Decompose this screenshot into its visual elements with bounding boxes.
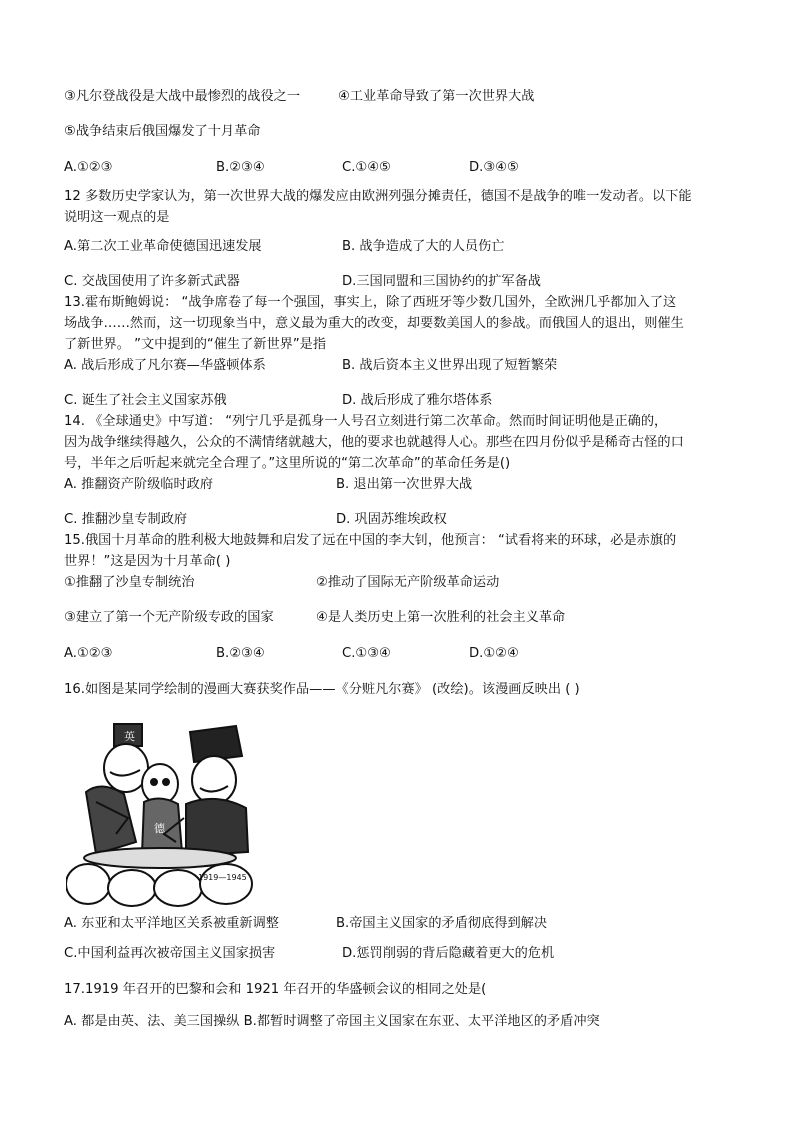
q11-statement-4: ④工业革命导致了第一次世界大战 (338, 89, 535, 104)
cartoon-middle-figure (142, 764, 182, 854)
q13-stem-line-3: 了新世界。 ”文中提到的“催生了新世界”是指 (64, 337, 327, 352)
q15-statement-2: ②推动了国际无产阶级革命运动 (316, 575, 500, 590)
q13-option-b[interactable]: B. 战后资本主义世界出现了短暂繁荣 (342, 358, 558, 373)
q13-stem-line-1: 13.霍布斯鲍姆说： “战争席卷了每一个强国，事实上，除了西班牙等少数几国外，全欧洲几乎都加入了这 (64, 295, 677, 310)
q12-option-c[interactable]: C. 交战国使用了许多新式武器 (64, 274, 240, 289)
q13-option-d[interactable]: D. 战后形成了雅尔塔体系 (342, 393, 493, 408)
q11-option-a[interactable]: A.①②③ (64, 160, 113, 175)
q13-option-a[interactable]: A. 战后形成了凡尔赛—华盛顿体系 (64, 358, 266, 373)
q11-statement-5: ⑤战争结束后俄国爆发了十月革命 (64, 124, 261, 139)
q15-stem-line-1: 15.俄国十月革命的胜利极大地鼓舞和启发了远在中国的李大钊，他预言： “试看将来的环球，必是赤旗的 (64, 533, 677, 548)
q17-options-a-b[interactable]: A. 都是由英、法、美三国操纵 B.都暂时调整了帝国主义国家在东亚、太平洋地区的矛盾冲突 (64, 1014, 600, 1029)
q16-option-a[interactable]: A. 东亚和太平洋地区关系被重新调整 (64, 916, 279, 931)
q12-option-d[interactable]: D.三国同盟和三国协约的扩军备战 (342, 274, 541, 289)
q15-statement-1: ①推翻了沙皇专制统治 (64, 575, 195, 590)
cartoon-date-label: 1919—1945 (198, 873, 247, 882)
q14-stem-line-2: 因为战争继续得越久，公众的不满情绪就越大，他的要求也就越得人心。那些在四月份似乎是稀奇古怪的口 (64, 435, 684, 450)
q11-option-d[interactable]: D.③④⑤ (469, 160, 519, 175)
q16-option-c[interactable]: C.中国利益再次被帝国主义国家损害 (64, 946, 276, 961)
q12-stem-line-2: 说明这一观点的是 (64, 210, 170, 225)
q11-option-b[interactable]: B.②③④ (216, 160, 265, 175)
q15-option-a[interactable]: A.①②③ (64, 646, 113, 661)
q12-option-b[interactable]: B. 战争造成了大的人员伤亡 (342, 239, 505, 254)
q15-option-c[interactable]: C.①③④ (342, 646, 391, 661)
q15-statement-3: ③建立了第一个无产阶级专政的国家 (64, 610, 274, 625)
versailles-cartoon-image (66, 722, 254, 908)
q14-option-b[interactable]: B. 退出第一次世界大战 (336, 477, 473, 492)
q13-option-c[interactable]: C. 诞生了社会主义国家苏俄 (64, 393, 227, 408)
q14-option-a[interactable]: A. 推翻资产阶级临时政府 (64, 477, 214, 492)
q13-stem-line-2: 场战争……然而，这一切现象当中，意义最为重大的改变，却要数美国人的参战。而俄国人的退出，则催生 (64, 316, 684, 331)
q14-option-c[interactable]: C. 推翻沙皇专制政府 (64, 512, 188, 527)
cartoon-label-1: 英 (124, 730, 135, 743)
q15-option-b[interactable]: B.②③④ (216, 646, 265, 661)
q14-stem-line-1: 14. 《全球通史》中写道： “列宁几乎是孤身一人号召立刻进行第二次革命。然而时间证明他是正确的， (64, 414, 668, 429)
q16-option-b[interactable]: B.帝国主义国家的矛盾彻底得到解决 (336, 916, 548, 931)
q15-option-d[interactable]: D.①②④ (469, 646, 519, 661)
q16-stem: 16.如图是某同学绘制的漫画大赛获奖作品——《分赃凡尔赛》 (改绘)。该漫画反映出 ( ) (64, 682, 580, 697)
q14-stem-line-3: 号，半年之后听起来就完全合理了。”这里所说的“第二次革命”的革命任务是() (64, 456, 511, 471)
q16-option-d[interactable]: D.惩罚削弱的背后隐藏着更大的危机 (342, 946, 555, 961)
q17-stem: 17.1919 年召开的巴黎和会和 1921 年召开的华盛顿会议的相同之处是( (64, 982, 487, 997)
q12-option-a[interactable]: A.第二次工业革命使德国迅速发展 (64, 239, 262, 254)
q15-statement-4: ④是人类历史上第一次胜利的社会主义革命 (316, 610, 566, 625)
cartoon-label-2: 德 (154, 822, 165, 835)
q11-statement-3: ③凡尔登战役是大战中最惨烈的战役之一 (64, 89, 301, 104)
q14-option-d[interactable]: D. 巩固苏维埃政权 (336, 512, 447, 527)
q12-stem-line-1: 12 多数历史学家认为，第一次世界大战的爆发应由欧洲列强分摊责任，德国不是战争的唯一发动者。以下能 (64, 189, 692, 204)
q15-stem-line-2: 世界！”这是因为十月革命( ) (64, 554, 231, 569)
q11-option-c[interactable]: C.①④⑤ (342, 160, 391, 175)
